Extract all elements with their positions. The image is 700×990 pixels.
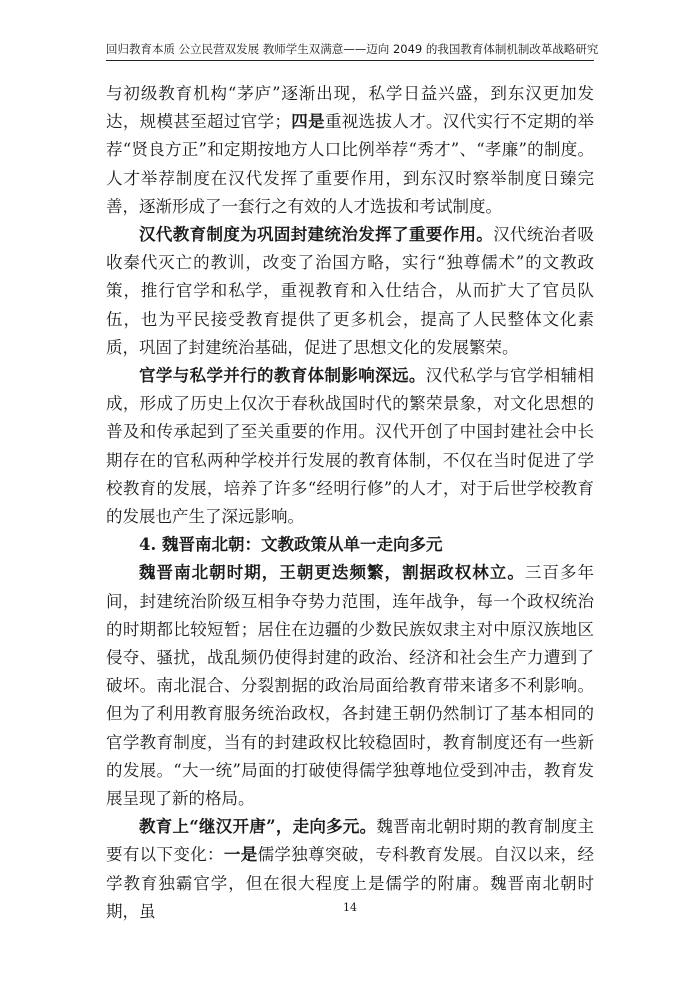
paragraph-han-continuation	[106, 80, 594, 221]
text-run: 三百多年间，封建统治阶级互相争夺势力范围，连年战争，每一个政权统治的时期都比较短暂；居住在边疆的少数民族奴隶主对中原汉族地区侵夺、骚扰，战乱频仍使得封建的政治、经济和社会生产力遭到了破坏。南北混合、分裂割据的政治局面给教育带来诸多不利影响。但为了利用教育服务统治政权，各封建王朝仍然制订了基本相同的官学教育制度，当有的封建政权比较稳固时，教育制度还有一些新的发展。“大一统”局面的打破使得儒学独尊地位受到冲击，教育发展呈现了新的格局。	[106, 563, 595, 809]
text-run: 儒学独尊突破，专科教育发展。自汉以来，经学教育独霸官学，但在很大程度上是儒学的附庸。魏晋南北朝时期，虽	[106, 845, 595, 921]
bold-run: 汉代教育制度为巩固封建统治发挥了重要作用。	[139, 225, 494, 245]
text-run: 与初级教育机构“茅庐”逐渐出现，私学日益兴盛，到东汉更加发达，规模甚至超过官学；	[106, 84, 594, 132]
running-header-title: 回归教育本质 公立民营双发展 教师学生双满意——迈向 2049 的我国教育体制机制改革战略研究	[106, 42, 599, 56]
text-run: 魏晋南北朝时期的教育制度主要有以下变化：	[106, 817, 595, 865]
paragraph-wei-jin-dynasties	[106, 559, 594, 813]
bold-run: 官学与私学并行的教育体制影响深远。	[139, 366, 426, 386]
text-run: 汉代统治者吸收秦代灭亡的教训，改变了治国方略，实行“独尊儒术”的文教政策，推行官学和私学，重视教育和入仕结合，从而扩大了官员队伍，也为平民接受教育提供了更多机会，提高了人民整体文化素质，巩固了封建统治基础，促进了思想文化的发展繁荣。	[106, 225, 595, 357]
section-heading-wei-jin: 4. 魏晋南北朝：文教政策从单一走向多元	[139, 535, 443, 555]
bold-run: 教育上“继汉开唐”，走向多元。	[139, 817, 377, 837]
bold-run: 一是	[223, 845, 258, 865]
paragraph-han-education-role	[106, 221, 594, 362]
page-number: 14	[343, 901, 357, 914]
bold-run: 魏晋南北朝时期，王朝更迭频繁，割据政权林立。	[139, 563, 525, 583]
page-body	[106, 80, 594, 926]
paragraph-official-private-schools	[106, 362, 594, 531]
running-header	[106, 40, 599, 61]
text-run: 汉代私学与官学相辅相成，形成了历史上仅次于春秋战国时代的繁荣景象，对文化思想的普及和传承起到了至关重要的作用。汉代开创了中国封建社会中长期存在的官私两种学校并行发展的教育体制，不仅在当时促进了学校教育的发展，培养了许多“经明行修”的人才，对于后世学校教育的发展也产生了深远影响。	[106, 366, 595, 527]
bold-run: 四是	[290, 112, 325, 132]
text-run: 重视选拔人才。汉代实行不定期的举荐“贤良方正”和定期按地方人口比例举荐“秀才”、“孝廉”的制度。人才举荐制度在汉代发挥了重要作用，到东汉时察举制度日臻完善，逐渐形成了一套行之有效的人才选拔和考试制度。	[106, 112, 595, 216]
